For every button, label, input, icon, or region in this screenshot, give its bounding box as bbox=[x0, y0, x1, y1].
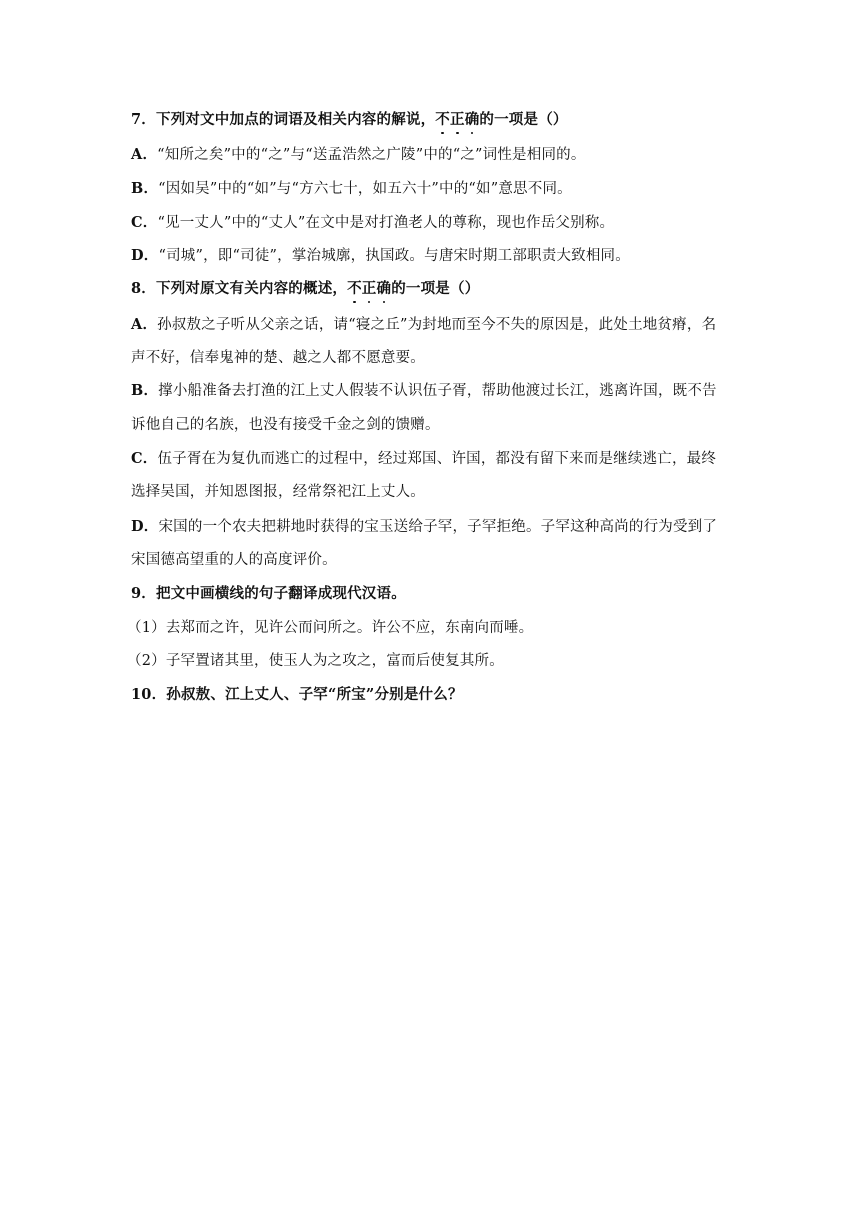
option-text: 宋国的一个农夫把耕地时获得的宝玉送给子罕，子罕拒绝。子罕这种高尚的行为受到了 bbox=[158, 519, 718, 535]
q8-option-c-line-1 bbox=[131, 449, 731, 469]
q7-emphasis-char-1: 不 bbox=[435, 111, 450, 128]
q8-stem-suffix: 的一项是（） bbox=[391, 280, 480, 297]
option-letter: C． bbox=[131, 214, 158, 231]
option-text: 撑小船准备去打渔的江上丈人假装不认识伍子胥，帮助他渡过长江，逃离许国，既不告 bbox=[158, 383, 717, 399]
q7-option-d bbox=[131, 246, 731, 266]
q7-option-c bbox=[131, 213, 731, 233]
q7-option-a bbox=[131, 145, 731, 165]
option-letter: B． bbox=[131, 180, 159, 197]
q9-stem: 9．把文中画横线的句子翻译成现代汉语。 bbox=[131, 585, 406, 602]
q8-option-b-line-2: 诉他自己的名族，也没有接受千金之剑的馈赠。 bbox=[131, 417, 440, 433]
option-text: “知所之矣”中的“之”与“送孟浩然之广陵”中的“之”词性是相同的。 bbox=[157, 147, 586, 163]
q7-emphasis-char-3: 确 bbox=[464, 111, 480, 128]
option-text: “因如吴”中的“如”与“方六七十，如五六十”中的“如”意思不同。 bbox=[158, 181, 572, 197]
q7-emphasis-char-2: 正 bbox=[450, 111, 465, 128]
q8-option-a-line-2: 声不好，信奉鬼神的楚、越之人都不愿意要。 bbox=[131, 350, 425, 366]
q8-emphasis-char-2: 正 bbox=[361, 280, 377, 297]
q8-stem-prefix: 8．下列对原文有关内容的概述， bbox=[131, 280, 348, 297]
q9-item-1: （1）去郑而之许，见许公而问所之。许公不应，东南向而唾。 bbox=[127, 620, 534, 636]
option-text: 伍子胥在为复仇而逃亡的过程中，经过郑国、许国，都没有留下来而是继续逃亡，最终 bbox=[157, 451, 717, 467]
option-text: “见一丈人”中的“丈人”在文中是对打渔老人的尊称，现也作岳父别称。 bbox=[157, 215, 615, 231]
q8-option-c-line-2: 选择吴国，并知恩图报，经常祭祀江上丈人。 bbox=[131, 484, 425, 500]
q10-stem: 10．孙叔敖、江上丈人、子罕“所宝”分别是什么？ bbox=[131, 686, 463, 703]
q7-stem-suffix: 的一项是（） bbox=[479, 111, 568, 128]
q8-option-a-line-1 bbox=[131, 315, 731, 335]
q7-option-b bbox=[131, 179, 731, 199]
option-text: 孙叔敖之子听从父亲之话，请“寝之丘”为封地而至今不失的原因是，此处土地贫瘠，名 bbox=[157, 317, 717, 333]
q7-stem bbox=[131, 110, 731, 130]
option-letter: B． bbox=[131, 382, 159, 399]
option-letter: A． bbox=[131, 316, 158, 333]
q8-emphasis-char-1: 不 bbox=[347, 280, 362, 297]
q7-stem-prefix: 7．下列对文中加点的词语及相关内容的解说， bbox=[131, 111, 436, 128]
q8-option-b-line-1 bbox=[131, 381, 731, 401]
q8-emphasis-char-3: 确 bbox=[376, 280, 392, 297]
option-letter: A． bbox=[131, 146, 158, 163]
q8-option-d-line-1 bbox=[131, 517, 731, 537]
option-letter: C． bbox=[131, 450, 158, 467]
q8-stem bbox=[131, 279, 731, 299]
option-text: “司城”，即“司徒”，掌治城廓，执国政。与唐宋时期工部职责大致相同。 bbox=[158, 248, 630, 264]
option-letter: D． bbox=[131, 247, 159, 264]
q8-option-d-line-2: 宋国德高望重的人的高度评价。 bbox=[131, 552, 337, 568]
option-letter: D． bbox=[131, 518, 159, 535]
q9-item-2: （2）子罕置诸其里，使玉人为之攻之，富而后使复其所。 bbox=[127, 653, 504, 669]
